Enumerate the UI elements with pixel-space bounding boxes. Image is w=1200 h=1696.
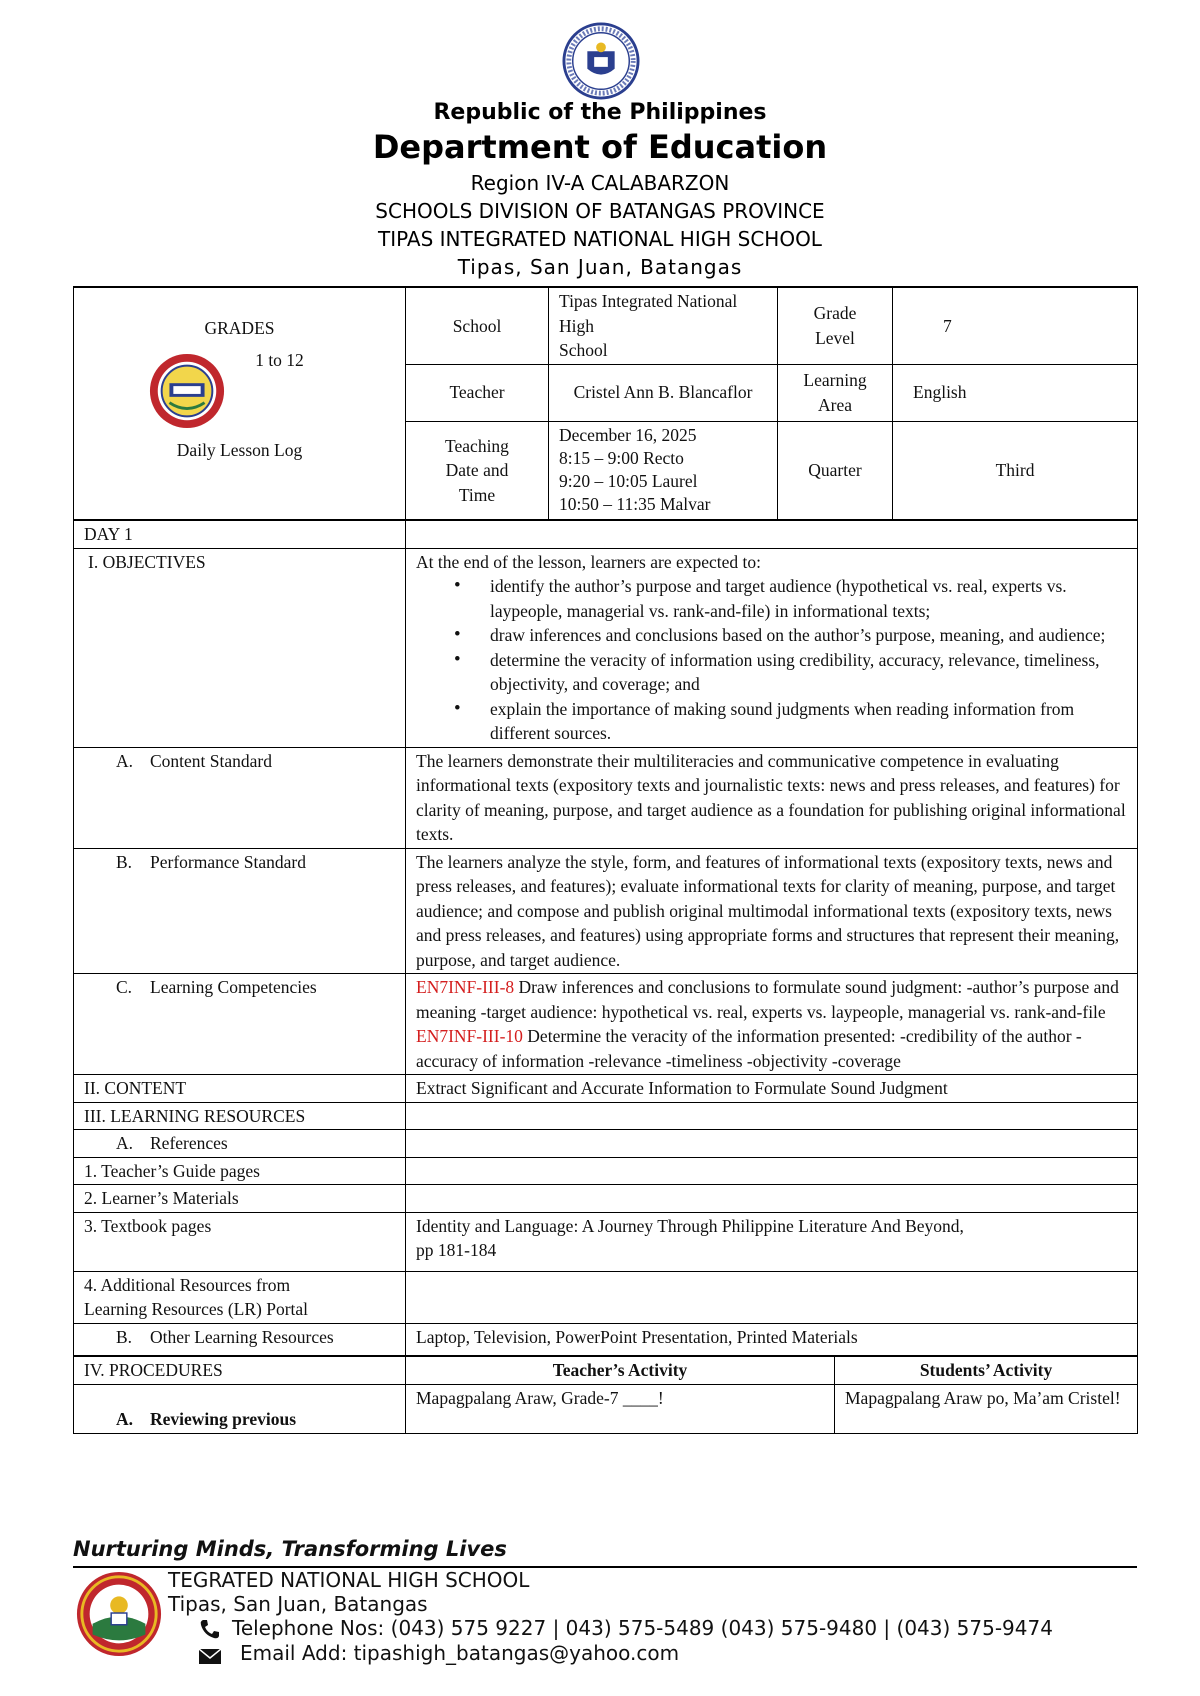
objective-item: • draw inferences and conclusions based on the author’s purpose, meaning, and audience; — [416, 623, 1127, 648]
motto-text: Nurturing Minds, Transforming Lives — [73, 1537, 507, 1561]
content-label: II. CONTENT — [74, 1075, 406, 1103]
other-resources-value: Laptop, Television, PowerPoint Presentation, Printed Materials — [406, 1323, 1138, 1356]
school-value: Tipas Integrated National High School — [549, 287, 778, 364]
grades-header-cell — [74, 287, 406, 520]
teachers-activity-header: Teacher’s Activity — [406, 1356, 835, 1384]
performance-standard-text: The learners analyze the style, form, and features of informational texts (expository texts, news and press releases, and features); evaluate informational texts for clarity of meaning, purpose, and target audience; and compose and publish original multimodal informational texts (expository texts, news and press releases, and features) using appropriate forms and structures that represent their meaning, purpose, and target audience. — [406, 848, 1138, 974]
footer-school-name: TEGRATED NATIONAL HIGH SCHOOL — [168, 1568, 530, 1592]
division-heading: SCHOOLS DIVISION OF BATANGAS PROVINCE — [375, 199, 825, 223]
location-heading: Tipas, San Juan, Batangas — [457, 255, 743, 279]
objectives-intro: At the end of the lesson, learners are expected to: — [416, 551, 762, 572]
performance-standard-label: B. Performance Standard — [74, 848, 406, 974]
procedures-label: IV. PROCEDURES — [74, 1356, 406, 1384]
objectives-label: I. OBJECTIVES — [74, 548, 406, 747]
objectives-list — [416, 574, 1127, 746]
school-logo-icon — [75, 1570, 163, 1658]
footer-phone: Telephone Nos: (043) 575 9227 | 043) 575-5489 (043) 575-9480 | (043) 575-9474 — [232, 1616, 1053, 1640]
day-empty-cell — [406, 520, 1138, 548]
teachers-guide-label: 1. Teacher’s Guide pages — [74, 1157, 406, 1185]
schedule-slot: 8:15 – 9:00 Recto — [559, 448, 684, 469]
additional-resources-empty — [406, 1271, 1138, 1323]
teachers-guide-empty — [406, 1157, 1138, 1185]
schedule-slot: 10:50 – 11:35 Malvar — [559, 494, 711, 515]
content-standard-label: A. Content Standard — [74, 747, 406, 848]
day-label: DAY 1 — [74, 520, 406, 548]
department-heading: Department of Education — [372, 128, 828, 166]
competency-code: EN7INF-III-10 — [416, 1026, 523, 1046]
teaching-schedule — [549, 421, 778, 520]
school-label: School — [406, 287, 549, 364]
learning-area-value: English — [893, 364, 1138, 421]
student-greeting: Mapagpalang Araw po, Ma’am Cristel! — [835, 1384, 1138, 1433]
students-activity-header: Students’ Activity — [835, 1356, 1138, 1384]
quarter-label: Quarter — [778, 421, 893, 520]
learners-materials-empty — [406, 1185, 1138, 1213]
grade-level-label: Grade Level — [778, 287, 893, 364]
daily-lesson-log-label: Daily Lesson Log — [176, 440, 303, 460]
objective-item: • determine the veracity of information using credibility, accuracy, relevance, timeliness, objectivity, and coverage; and — [416, 648, 1127, 697]
teacher-value: Cristel Ann B. Blancaflor — [549, 364, 778, 421]
school-heading: TIPAS INTEGRATED NATIONAL HIGH SCHOOL — [378, 227, 822, 251]
teacher-greeting: Mapagpalang Araw, Grade-7 ____! — [406, 1384, 835, 1433]
schedule-date: December 16, 2025 — [559, 425, 697, 446]
textbook-pages-value: Identity and Language: A Journey Through Philippine Literature And Beyond, pp 181-184 — [406, 1212, 1138, 1271]
objectives-cell — [406, 548, 1138, 747]
learning-resources-empty — [406, 1102, 1138, 1130]
region-heading: Region IV-A CALABARZON — [470, 171, 730, 195]
competency-item: EN7INF-III-8 Draw inferences and conclusions to formulate sound judgment: -author’s purpose and meaning -target audience: hypothetical vs. real, experts vs. laypeople, managerial vs. rank-and-file — [416, 977, 1119, 1022]
other-resources-label: B. Other Learning Resources — [74, 1323, 406, 1356]
teacher-label: Teacher — [406, 364, 549, 421]
objective-item: • explain the importance of making sound judgments when reading information from different sources. — [416, 697, 1127, 746]
references-label: A. References — [74, 1130, 406, 1158]
content-standard-text: The learners demonstrate their multiliteracies and communicative competence in evaluating informational texts (expository texts and journalistic texts: news and press releases, and features) for clarity of meaning, purpose, and target audience as a foundation for publishing original informational texts. — [406, 747, 1138, 848]
footer-email: Email Add: tipashigh_batangas@yahoo.com — [240, 1641, 680, 1665]
footer-location: Tipas, San Juan, Batangas — [168, 1592, 428, 1616]
phone-icon — [198, 1618, 222, 1640]
competency-item: EN7INF-III-10 Determine the veracity of the information presented: -credibility of the author -accuracy of information -relevance -timeliness -objectivity -coverage — [416, 1026, 1082, 1071]
learners-materials-label: 2. Learner’s Materials — [74, 1185, 406, 1213]
learning-resources-label: III. LEARNING RESOURCES — [74, 1102, 406, 1130]
daily-lesson-log-table — [73, 286, 1138, 1434]
grades-label: GRADES — [204, 318, 275, 338]
learning-area-label: Learning Area — [778, 364, 893, 421]
references-empty — [406, 1130, 1138, 1158]
learning-competencies-label: C. Learning Competencies — [74, 974, 406, 1075]
textbook-pages-label: 3. Textbook pages — [74, 1212, 406, 1271]
republic-heading: Republic of the Philippines — [433, 100, 767, 125]
additional-resources-label: 4. Additional Resources from Learning Resources (LR) Portal — [74, 1271, 406, 1323]
deped-seal-icon — [562, 22, 640, 100]
content-value: Extract Significant and Accurate Information to Formulate Sound Judgment — [406, 1075, 1138, 1103]
learning-competencies-text — [406, 974, 1138, 1075]
schedule-slot: 9:20 – 10:05 Laurel — [559, 471, 698, 492]
grade-level-value: 7 — [893, 287, 1138, 364]
reviewing-previous-label: A. Reviewing previous — [74, 1384, 406, 1433]
deped-logo-icon — [148, 352, 226, 430]
envelope-icon — [198, 1645, 222, 1667]
teaching-date-label: Teaching Date and Time — [406, 421, 549, 520]
quarter-value: Third — [893, 421, 1138, 520]
competency-code: EN7INF-III-8 — [416, 977, 515, 997]
objective-item: • identify the author’s purpose and target audience (hypothetical vs. real, experts vs. laypeople, managerial vs. rank-and-file) in informational texts; — [416, 574, 1127, 623]
grades-range: 1 to 12 — [255, 350, 304, 370]
